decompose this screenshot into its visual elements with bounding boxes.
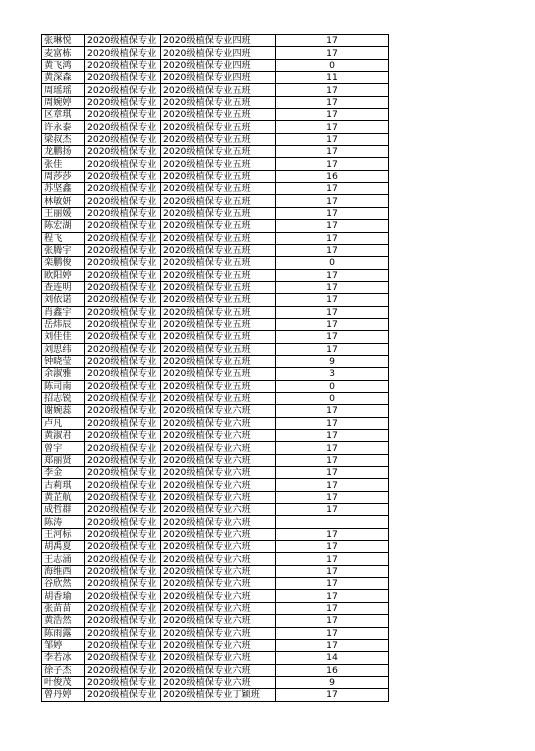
- table-row: [42, 47, 389, 59]
- score-cell[interactable]: 17: [276, 491, 389, 503]
- name-cell[interactable]: 胡香瑜: [42, 590, 85, 602]
- table-row: [42, 615, 389, 627]
- name-cell[interactable]: 王河标: [42, 528, 85, 540]
- class-cell[interactable]: 2020级植保专业六班: [161, 553, 276, 565]
- score-cell[interactable]: 17: [276, 281, 389, 293]
- major-cell[interactable]: 2020级植保专业: [85, 257, 161, 269]
- major-cell[interactable]: 2020级植保专业: [85, 109, 161, 121]
- table-row: [42, 146, 389, 158]
- table-row: [42, 368, 389, 380]
- score-cell[interactable]: 17: [276, 343, 389, 355]
- name-cell[interactable]: 周瑶瑶: [42, 84, 85, 96]
- major-cell[interactable]: 2020级植保专业: [85, 355, 161, 367]
- name-cell[interactable]: 黄浩然: [42, 615, 85, 627]
- table-row: [42, 183, 389, 195]
- score-cell[interactable]: 17: [276, 109, 389, 121]
- class-cell[interactable]: 2020级植保专业六班: [161, 664, 276, 676]
- score-cell[interactable]: 17: [276, 195, 389, 207]
- name-cell[interactable]: 张腾宇: [42, 244, 85, 256]
- major-cell[interactable]: 2020级植保专业: [85, 368, 161, 380]
- name-cell[interactable]: 古莉琪: [42, 479, 85, 491]
- major-cell[interactable]: 2020级植保专业: [85, 553, 161, 565]
- score-cell[interactable]: 17: [276, 405, 389, 417]
- major-cell[interactable]: 2020级植保专业: [85, 664, 161, 676]
- score-cell[interactable]: 17: [276, 146, 389, 158]
- name-cell[interactable]: 王志涌: [42, 553, 85, 565]
- class-cell[interactable]: 2020级植保专业六班: [161, 467, 276, 479]
- name-cell[interactable]: 周婉婷: [42, 96, 85, 108]
- score-cell[interactable]: 17: [276, 615, 389, 627]
- table-row: [42, 220, 389, 232]
- name-cell[interactable]: 余淑雅: [42, 368, 85, 380]
- table-row: [42, 516, 389, 528]
- name-cell[interactable]: 成哲群: [42, 504, 85, 516]
- major-cell[interactable]: 2020级植保专业: [85, 84, 161, 96]
- table-row: [42, 331, 389, 343]
- class-cell[interactable]: 2020级植保专业五班: [161, 121, 276, 133]
- table-row: [42, 442, 389, 454]
- major-cell[interactable]: 2020级植保专业: [85, 615, 161, 627]
- name-cell[interactable]: 黄芷航: [42, 491, 85, 503]
- major-cell[interactable]: 2020级植保专业: [85, 281, 161, 293]
- class-cell[interactable]: 2020级植保专业五班: [161, 146, 276, 158]
- name-cell[interactable]: 谷欣然: [42, 578, 85, 590]
- table-row: [42, 380, 389, 392]
- class-cell[interactable]: 2020级植保专业六班: [161, 639, 276, 651]
- class-cell[interactable]: 2020级植保专业五班: [161, 158, 276, 170]
- major-cell[interactable]: 2020级植保专业: [85, 232, 161, 244]
- table-row: [42, 232, 389, 244]
- major-cell[interactable]: 2020级植保专业: [85, 220, 161, 232]
- name-cell[interactable]: 刘依诺: [42, 294, 85, 306]
- class-cell[interactable]: 2020级植保专业五班: [161, 244, 276, 256]
- class-cell[interactable]: 2020级植保专业五班: [161, 392, 276, 404]
- name-cell[interactable]: 王丽媛: [42, 207, 85, 219]
- table-row: [42, 491, 389, 503]
- table-row: [42, 355, 389, 367]
- score-cell[interactable]: 17: [276, 627, 389, 639]
- major-cell[interactable]: 2020级植保专业: [85, 541, 161, 553]
- score-cell[interactable]: 0: [276, 257, 389, 269]
- score-cell[interactable]: 17: [276, 133, 389, 145]
- class-cell[interactable]: 2020级植保专业丁颖班: [161, 689, 276, 701]
- score-cell[interactable]: 17: [276, 479, 389, 491]
- class-cell[interactable]: 2020级植保专业四班: [161, 35, 276, 47]
- name-cell[interactable]: 徐子杰: [42, 664, 85, 676]
- name-cell[interactable]: 卢凡: [42, 417, 85, 429]
- score-cell[interactable]: 17: [276, 183, 389, 195]
- score-cell[interactable]: 17: [276, 417, 389, 429]
- class-cell[interactable]: 2020级植保专业五班: [161, 257, 276, 269]
- score-cell[interactable]: 17: [276, 306, 389, 318]
- name-cell[interactable]: 林敏妍: [42, 195, 85, 207]
- major-cell[interactable]: 2020级植保专业: [85, 467, 161, 479]
- table-row: [42, 565, 389, 577]
- class-cell[interactable]: 2020级植保专业五班: [161, 380, 276, 392]
- score-cell[interactable]: 17: [276, 565, 389, 577]
- name-cell[interactable]: 龙鹏扬: [42, 146, 85, 158]
- name-cell[interactable]: 肖鑫宇: [42, 306, 85, 318]
- score-cell[interactable]: 17: [276, 294, 389, 306]
- table-body: [42, 35, 389, 702]
- name-cell[interactable]: 查连明: [42, 281, 85, 293]
- class-cell[interactable]: 2020级植保专业五班: [161, 207, 276, 219]
- class-cell[interactable]: 2020级植保专业六班: [161, 565, 276, 577]
- score-cell[interactable]: 17: [276, 269, 389, 281]
- table-row: [42, 59, 389, 71]
- class-cell[interactable]: 2020级植保专业五班: [161, 294, 276, 306]
- name-cell[interactable]: 叶俊茂: [42, 676, 85, 688]
- major-cell[interactable]: 2020级植保专业: [85, 578, 161, 590]
- class-cell[interactable]: 2020级植保专业六班: [161, 578, 276, 590]
- table-row: [42, 244, 389, 256]
- class-cell[interactable]: 2020级植保专业六班: [161, 652, 276, 664]
- class-cell[interactable]: 2020级植保专业五班: [161, 170, 276, 182]
- table-row: [42, 479, 389, 491]
- table-row: [42, 109, 389, 121]
- table-row: [42, 652, 389, 664]
- name-cell[interactable]: 钟晓莹: [42, 355, 85, 367]
- name-cell[interactable]: 苏坚鑫: [42, 183, 85, 195]
- name-cell[interactable]: 曾丹婷: [42, 689, 85, 701]
- name-cell[interactable]: 黄深森: [42, 72, 85, 84]
- major-cell[interactable]: 2020级植保专业: [85, 442, 161, 454]
- name-cell[interactable]: 区章琪: [42, 109, 85, 121]
- name-cell[interactable]: 招志锐: [42, 392, 85, 404]
- class-cell[interactable]: 2020级植保专业五班: [161, 232, 276, 244]
- class-cell[interactable]: 2020级植保专业五班: [161, 281, 276, 293]
- class-cell[interactable]: 2020级植保专业六班: [161, 491, 276, 503]
- class-cell[interactable]: 2020级植保专业六班: [161, 590, 276, 602]
- major-cell[interactable]: 2020级植保专业: [85, 133, 161, 145]
- score-cell[interactable]: 17: [276, 467, 389, 479]
- class-cell[interactable]: 2020级植保专业五班: [161, 220, 276, 232]
- name-cell[interactable]: 黄飞鸿: [42, 59, 85, 71]
- score-cell[interactable]: 17: [276, 35, 389, 47]
- major-cell[interactable]: 2020级植保专业: [85, 405, 161, 417]
- score-cell[interactable]: 17: [276, 689, 389, 701]
- major-cell[interactable]: 2020级植保专业: [85, 59, 161, 71]
- name-cell[interactable]: 陈宏湖: [42, 220, 85, 232]
- major-cell[interactable]: 2020级植保专业: [85, 158, 161, 170]
- class-cell[interactable]: 2020级植保专业五班: [161, 343, 276, 355]
- score-cell[interactable]: 0: [276, 392, 389, 404]
- name-cell[interactable]: 刘思纬: [42, 343, 85, 355]
- class-cell[interactable]: 2020级植保专业六班: [161, 541, 276, 553]
- name-cell[interactable]: 岳炜辰: [42, 318, 85, 330]
- table-row: [42, 467, 389, 479]
- major-cell[interactable]: 2020级植保专业: [85, 96, 161, 108]
- table-row: [42, 578, 389, 590]
- name-cell[interactable]: 栾鹏俊: [42, 257, 85, 269]
- major-cell[interactable]: 2020级植保专业: [85, 417, 161, 429]
- major-cell[interactable]: 2020级植保专业: [85, 676, 161, 688]
- score-cell[interactable]: 9: [276, 355, 389, 367]
- table-row: [42, 96, 389, 108]
- name-cell[interactable]: 胡禹夏: [42, 541, 85, 553]
- table-row: [42, 590, 389, 602]
- major-cell[interactable]: 2020级植保专业: [85, 528, 161, 540]
- score-cell[interactable]: 17: [276, 553, 389, 565]
- score-cell[interactable]: 17: [276, 232, 389, 244]
- name-cell[interactable]: 黄淑君: [42, 430, 85, 442]
- major-cell[interactable]: 2020级植保专业: [85, 652, 161, 664]
- score-table: [41, 34, 389, 702]
- table-row: [42, 664, 389, 676]
- name-cell[interactable]: 郑丽贤: [42, 454, 85, 466]
- score-cell[interactable]: 17: [276, 158, 389, 170]
- score-cell[interactable]: 0: [276, 59, 389, 71]
- major-cell[interactable]: 2020级植保专业: [85, 207, 161, 219]
- table-row: [42, 281, 389, 293]
- major-cell[interactable]: 2020级植保专业: [85, 479, 161, 491]
- class-cell[interactable]: 2020级植保专业六班: [161, 454, 276, 466]
- name-cell[interactable]: 张佳: [42, 158, 85, 170]
- score-cell[interactable]: 17: [276, 454, 389, 466]
- major-cell[interactable]: 2020级植保专业: [85, 565, 161, 577]
- table-row: [42, 676, 389, 688]
- class-cell[interactable]: 2020级植保专业六班: [161, 479, 276, 491]
- table-row: [42, 269, 389, 281]
- table-row: [42, 392, 389, 404]
- class-cell[interactable]: 2020级植保专业五班: [161, 84, 276, 96]
- class-cell[interactable]: 2020级植保专业五班: [161, 331, 276, 343]
- table-row: [42, 170, 389, 182]
- class-cell[interactable]: 2020级植保专业五班: [161, 355, 276, 367]
- major-cell[interactable]: 2020级植保专业: [85, 294, 161, 306]
- major-cell[interactable]: 2020级植保专业: [85, 454, 161, 466]
- score-cell[interactable]: 17: [276, 590, 389, 602]
- name-cell[interactable]: 陈司南: [42, 380, 85, 392]
- name-cell[interactable]: 邹婷: [42, 639, 85, 651]
- name-cell[interactable]: 李若冰: [42, 652, 85, 664]
- score-cell[interactable]: 17: [276, 578, 389, 590]
- score-cell[interactable]: 17: [276, 244, 389, 256]
- name-cell[interactable]: 麦富栋: [42, 47, 85, 59]
- score-cell[interactable]: 3: [276, 368, 389, 380]
- table-row: [42, 121, 389, 133]
- major-cell[interactable]: 2020级植保专业: [85, 516, 161, 528]
- table-row: [42, 454, 389, 466]
- table-row: [42, 133, 389, 145]
- name-cell[interactable]: 曾宇: [42, 442, 85, 454]
- class-cell[interactable]: 2020级植保专业五班: [161, 133, 276, 145]
- name-cell[interactable]: 张苗苗: [42, 602, 85, 614]
- major-cell[interactable]: 2020级植保专业: [85, 331, 161, 343]
- major-cell[interactable]: 2020级植保专业: [85, 491, 161, 503]
- class-cell[interactable]: 2020级植保专业六班: [161, 504, 276, 516]
- name-cell[interactable]: 周莎莎: [42, 170, 85, 182]
- score-cell[interactable]: 17: [276, 504, 389, 516]
- class-cell[interactable]: 2020级植保专业六班: [161, 627, 276, 639]
- major-cell[interactable]: 2020级植保专业: [85, 689, 161, 701]
- name-cell[interactable]: 谢婉蕊: [42, 405, 85, 417]
- name-cell[interactable]: 陈雨露: [42, 627, 85, 639]
- name-cell[interactable]: 陈涛: [42, 516, 85, 528]
- major-cell[interactable]: 2020级植保专业: [85, 35, 161, 47]
- table-row: [42, 405, 389, 417]
- table-row: [42, 257, 389, 269]
- major-cell[interactable]: 2020级植保专业: [85, 590, 161, 602]
- table-row: [42, 294, 389, 306]
- score-cell[interactable]: 17: [276, 207, 389, 219]
- table-row: [42, 553, 389, 565]
- name-cell[interactable]: 欧阳婷: [42, 269, 85, 281]
- major-cell[interactable]: 2020级植保专业: [85, 318, 161, 330]
- class-cell[interactable]: 2020级植保专业六班: [161, 516, 276, 528]
- name-cell[interactable]: 海维西: [42, 565, 85, 577]
- score-cell[interactable]: 9: [276, 676, 389, 688]
- major-cell[interactable]: 2020级植保专业: [85, 602, 161, 614]
- major-cell[interactable]: 2020级植保专业: [85, 244, 161, 256]
- class-cell[interactable]: 2020级植保专业五班: [161, 368, 276, 380]
- class-cell[interactable]: 2020级植保专业五班: [161, 109, 276, 121]
- major-cell[interactable]: 2020级植保专业: [85, 121, 161, 133]
- class-cell[interactable]: 2020级植保专业四班: [161, 47, 276, 59]
- class-cell[interactable]: 2020级植保专业五班: [161, 269, 276, 281]
- score-cell[interactable]: 14: [276, 652, 389, 664]
- class-cell[interactable]: 2020级植保专业四班: [161, 72, 276, 84]
- class-cell[interactable]: 2020级植保专业六班: [161, 442, 276, 454]
- table-row: [42, 639, 389, 651]
- name-cell[interactable]: 刘佳佳: [42, 331, 85, 343]
- class-cell[interactable]: 2020级植保专业六班: [161, 405, 276, 417]
- class-cell[interactable]: 2020级植保专业六班: [161, 417, 276, 429]
- class-cell[interactable]: 2020级植保专业六班: [161, 430, 276, 442]
- class-cell[interactable]: 2020级植保专业六班: [161, 602, 276, 614]
- score-cell[interactable]: 16: [276, 664, 389, 676]
- name-cell[interactable]: 程飞: [42, 232, 85, 244]
- name-cell[interactable]: 许永泰: [42, 121, 85, 133]
- score-cell[interactable]: [276, 516, 389, 528]
- score-cell[interactable]: 17: [276, 602, 389, 614]
- name-cell[interactable]: 李金: [42, 467, 85, 479]
- major-cell[interactable]: 2020级植保专业: [85, 47, 161, 59]
- table-row: [42, 504, 389, 516]
- major-cell[interactable]: 2020级植保专业: [85, 195, 161, 207]
- score-cell[interactable]: 17: [276, 84, 389, 96]
- major-cell[interactable]: 2020级植保专业: [85, 306, 161, 318]
- table-row: [42, 602, 389, 614]
- table-row: [42, 84, 389, 96]
- table-row: [42, 72, 389, 84]
- score-cell[interactable]: 0: [276, 380, 389, 392]
- major-cell[interactable]: 2020级植保专业: [85, 639, 161, 651]
- score-cell[interactable]: 17: [276, 541, 389, 553]
- table-row: [42, 207, 389, 219]
- score-cell[interactable]: 17: [276, 220, 389, 232]
- class-cell[interactable]: 2020级植保专业五班: [161, 306, 276, 318]
- table-row: [42, 627, 389, 639]
- major-cell[interactable]: 2020级植保专业: [85, 430, 161, 442]
- major-cell[interactable]: 2020级植保专业: [85, 343, 161, 355]
- class-cell[interactable]: 2020级植保专业五班: [161, 318, 276, 330]
- table-row: [42, 528, 389, 540]
- major-cell[interactable]: 2020级植保专业: [85, 146, 161, 158]
- class-cell[interactable]: 2020级植保专业六班: [161, 676, 276, 688]
- table-row: [42, 689, 389, 701]
- score-cell[interactable]: 17: [276, 528, 389, 540]
- table-row: [42, 430, 389, 442]
- table-row: [42, 306, 389, 318]
- score-cell[interactable]: 17: [276, 442, 389, 454]
- score-cell[interactable]: 17: [276, 318, 389, 330]
- class-cell[interactable]: 2020级植保专业四班: [161, 59, 276, 71]
- score-cell[interactable]: 17: [276, 121, 389, 133]
- table-row: [42, 158, 389, 170]
- major-cell[interactable]: 2020级植保专业: [85, 380, 161, 392]
- table-row: [42, 343, 389, 355]
- major-cell[interactable]: 2020级植保专业: [85, 269, 161, 281]
- class-cell[interactable]: 2020级植保专业六班: [161, 615, 276, 627]
- major-cell[interactable]: 2020级植保专业: [85, 392, 161, 404]
- table-row: [42, 417, 389, 429]
- class-cell[interactable]: 2020级植保专业六班: [161, 528, 276, 540]
- table-row: [42, 195, 389, 207]
- score-cell[interactable]: 17: [276, 430, 389, 442]
- score-cell[interactable]: 16: [276, 170, 389, 182]
- table-row: [42, 318, 389, 330]
- name-cell[interactable]: 张琳悦: [42, 35, 85, 47]
- score-cell[interactable]: 17: [276, 96, 389, 108]
- major-cell[interactable]: 2020级植保专业: [85, 627, 161, 639]
- class-cell[interactable]: 2020级植保专业五班: [161, 195, 276, 207]
- class-cell[interactable]: 2020级植保专业五班: [161, 96, 276, 108]
- name-cell[interactable]: 梁叔杰: [42, 133, 85, 145]
- class-cell[interactable]: 2020级植保专业五班: [161, 183, 276, 195]
- score-cell[interactable]: 11: [276, 72, 389, 84]
- score-cell[interactable]: 17: [276, 331, 389, 343]
- major-cell[interactable]: 2020级植保专业: [85, 72, 161, 84]
- table-row: [42, 35, 389, 47]
- major-cell[interactable]: 2020级植保专业: [85, 170, 161, 182]
- score-cell[interactable]: 17: [276, 639, 389, 651]
- table-row: [42, 541, 389, 553]
- major-cell[interactable]: 2020级植保专业: [85, 183, 161, 195]
- major-cell[interactable]: 2020级植保专业: [85, 504, 161, 516]
- score-cell[interactable]: 17: [276, 47, 389, 59]
